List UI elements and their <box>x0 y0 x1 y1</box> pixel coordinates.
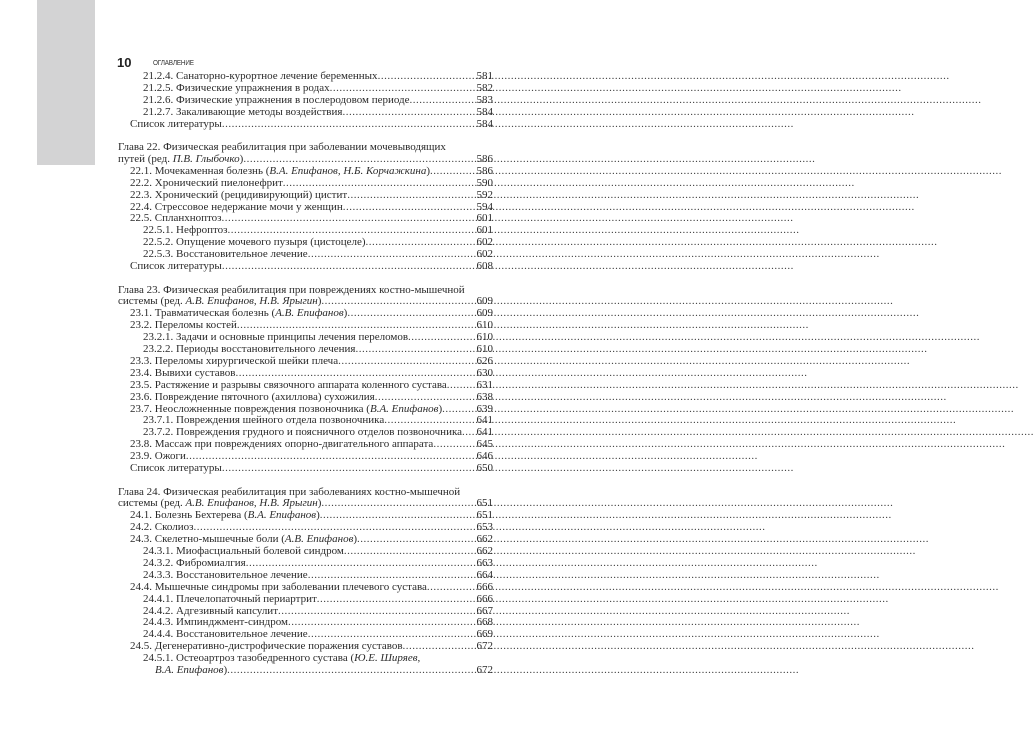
entry-title <box>155 665 227 677</box>
entry-text-part: 22.3. Хронический (рецидивирующий) цистит <box>130 188 348 201</box>
entry-text-part: 24.5.1. Остеоартроз тазобедренного сустава ( <box>143 652 355 665</box>
dot-leader <box>342 107 475 119</box>
entry-text-part: 23.7. Неосложненные повреждения позвоночника ( <box>130 402 370 415</box>
entry-page-number: 582 <box>476 81 493 94</box>
entry-page-number: 667 <box>476 604 493 617</box>
toc-entry[interactable] <box>118 463 493 475</box>
chapter-entry[interactable] <box>118 142 493 166</box>
entry-page-number: 645 <box>476 438 493 451</box>
entry-page-number: 584 <box>476 105 493 118</box>
toc-section <box>118 487 493 678</box>
toc-row <box>118 665 493 677</box>
entry-text-part: 24.1. Болезнь Бехтерева ( <box>130 509 248 522</box>
entry-text-part: системы (ред. <box>118 295 186 308</box>
entry-author: В.А. Епифанов, Н.Б. Корчажкина <box>269 164 427 177</box>
toc-row <box>118 463 493 475</box>
entry-text-part: 22.4. Стрессовое недержание мочи у женщин <box>130 200 343 213</box>
dot-leader <box>347 190 475 202</box>
entry-text-part: 23.9. Ожоги <box>130 450 186 463</box>
entry-text-part: 24.3.2. Фибромиалгия <box>143 556 246 569</box>
chapter-title-line: Глава 22. Физическая реабилитация при заболевании мочевыводящих <box>118 141 446 154</box>
entry-page-number: 581 <box>476 70 493 82</box>
entry-page-number: 641 <box>476 414 493 427</box>
entry-author: В.А. Епифанов <box>155 664 224 677</box>
entry-text-part: 23.2.1. Задачи и основные принципы лечения переломов <box>143 331 409 344</box>
entry-text-part: 23.3. Переломы хирургической шейки плеча <box>130 354 339 367</box>
entry-author: А.В. Епифанов, Н.В. Ярыгин <box>185 295 318 308</box>
chapter-entry[interactable] <box>118 285 493 309</box>
entry-text-part: 22.5.3. Восстановительное лечение <box>143 248 308 261</box>
page-edge-tab <box>37 0 95 165</box>
entry-author: П.В. Глыбочко <box>172 152 240 165</box>
entry-page-number: 666 <box>476 580 493 593</box>
chapter-title-line: Глава 24. Физическая реабилитация при заболеваниях костно-мышечной <box>118 485 461 498</box>
entry-text-part: Список литературы <box>130 117 222 130</box>
entry-text-part: 23.7.1. Повреждения шейного отдела позвоночника <box>143 414 385 427</box>
entry-text-part: 24.3. Скелетно-мышечные боли ( <box>130 533 285 546</box>
entry-author: А.В. Епифанов, Н.В. Ярыгин <box>185 497 318 510</box>
dot-leader <box>317 594 476 606</box>
entry-page-number: 602 <box>476 236 493 249</box>
entry-text-part: путей (ред. <box>118 152 173 165</box>
entry-author: В.А. Епифанов <box>247 509 317 522</box>
dot-leader <box>430 166 475 178</box>
entry-page-number: 666 <box>476 592 493 605</box>
running-title: ОГЛАВЛЕНИЕ <box>153 58 194 67</box>
entry-text-part: ) <box>239 152 244 165</box>
entry-text-part: 23.6. Повреждение пяточного (ахиллова) сухожилия <box>130 390 375 403</box>
entry-page-number: 586 <box>476 152 493 165</box>
entry-text-part: 22.1. Мочекаменная болезнь ( <box>130 164 270 177</box>
dot-leader <box>227 665 475 677</box>
dot-leader <box>222 119 476 131</box>
entry-page-number: 672 <box>476 640 493 653</box>
entry-author: Ю.Е. Ширяев, <box>354 652 421 665</box>
entry-text-part: 23.5. Растяжение и разрывы связочного аппарата коленного сустава <box>130 378 447 391</box>
entry-page-number: 631 <box>476 378 493 391</box>
entry-page-number: 650 <box>476 462 493 475</box>
entry-page-number: 602 <box>476 248 493 261</box>
entry-page-number: 662 <box>476 533 493 546</box>
entry-text-part: ) <box>223 664 228 677</box>
toc-entry[interactable] <box>118 119 493 131</box>
entry-author: А.В. Епифанов <box>275 307 344 320</box>
entry-page-number: 592 <box>476 188 493 201</box>
entry-text-part: ) <box>317 295 322 308</box>
entry-title <box>130 261 222 273</box>
entry-page-number: 610 <box>476 331 493 344</box>
entry-text-part: ) <box>343 307 348 320</box>
entry-text-part: 22.5. Спланхноптоз <box>130 212 222 225</box>
entry-text-part: 24.2. Сколиоз <box>130 521 194 534</box>
dot-leader <box>410 95 476 107</box>
entry-title <box>130 463 222 475</box>
entry-text-part: 23.1. Травматическая болезнь ( <box>130 307 276 320</box>
toc-row <box>118 119 493 131</box>
entry-text-part: 23.2. Переломы костей <box>130 319 237 332</box>
toc-section <box>118 142 493 273</box>
entry-text-part: Список литературы <box>130 462 222 475</box>
entry-text-part: 23.2.2. Периоды восстановительного лечения <box>143 343 356 356</box>
entry-text-part: ) <box>353 533 358 546</box>
entry-page-number: 594 <box>476 200 493 213</box>
entry-text-part: 21.2.6. Физические упражнения в послеродовом периоде <box>143 93 410 106</box>
entry-text-part: 24.4. Мышечные синдромы при заболевании плечевого сустава <box>130 580 427 593</box>
entry-author: В.А. Епифанов <box>369 402 439 415</box>
entry-text-part: 24.3.1. Миофасциальный болевой синдром <box>143 545 344 558</box>
entry-text-part: 23.8. Массаж при повреждениях опорно-двигательного аппарата <box>130 438 434 451</box>
table-of-contents <box>118 71 493 689</box>
entry-page-number: 653 <box>476 521 493 534</box>
page-number: 10 <box>117 55 132 70</box>
entry-page-number: 646 <box>476 450 493 463</box>
entry-text-part: 23.7.2. Повреждения грудного и поясничного отделов позвоночника <box>143 426 463 439</box>
chapter-title-line: Глава 23. Физическая реабилитация при повреждениях костно-мышечной <box>118 283 465 296</box>
entry-title <box>130 119 222 131</box>
entry-text-part: 22.2. Хронический пиелонефрит <box>130 176 283 189</box>
entry-page-number: 672 <box>476 664 493 677</box>
dot-leader <box>427 582 476 594</box>
dot-leader <box>222 261 476 273</box>
entry-page-number: 663 <box>476 556 493 569</box>
entry-page-number: 586 <box>476 164 493 177</box>
toc-row <box>118 261 493 273</box>
entry-page-number: 610 <box>476 343 493 356</box>
entry-text-part: 24.3.3. Восстановительное лечение <box>143 568 308 581</box>
toc-section <box>118 71 493 131</box>
entry-page-number: 626 <box>476 354 493 367</box>
entry-page-number: 651 <box>476 509 493 522</box>
entry-text-part: системы (ред. <box>118 497 186 510</box>
entry-page-number: 668 <box>476 616 493 629</box>
entry-page-number: 584 <box>476 117 493 130</box>
dot-leader <box>447 380 476 392</box>
toc-entry[interactable] <box>118 261 493 273</box>
entry-text-part: ) <box>438 402 443 415</box>
entry-page-number: 662 <box>476 545 493 558</box>
entry-text-part: 24.4.3. Импинджмент-синдром <box>143 616 288 629</box>
entry-page-number: 638 <box>476 390 493 403</box>
entry-page-number: 608 <box>476 260 493 273</box>
entry-author: А.В. Епифанов <box>284 533 354 546</box>
entry-text-part: 23.4. Вывихи суставов <box>130 366 236 379</box>
entry-text-part: ) <box>317 497 322 510</box>
entry-page-number: 609 <box>476 307 493 320</box>
entry-text-part: 24.4.2. Адгезивный капсулит <box>143 604 279 617</box>
entry-page-number: 601 <box>476 224 493 237</box>
toc-entry[interactable] <box>118 653 493 677</box>
entry-page-number: 651 <box>476 497 493 510</box>
entry-text-part: 24.5. Дегенеративно-дистрофические поражения суставов <box>130 640 403 653</box>
entry-text-part: 22.5.2. Опущение мочевого пузыря (цистоцеле) <box>143 236 366 249</box>
entry-page-number: 664 <box>476 568 493 581</box>
entry-text-part: ) <box>426 164 431 177</box>
entry-text-part: Список литературы <box>130 260 222 273</box>
entry-page-number: 669 <box>476 628 493 641</box>
toc-section <box>118 285 493 476</box>
entry-text-part: 24.4.4. Восстановительное лечение <box>143 628 308 641</box>
entry-text-part: 21.2.5. Физические упражнения в родах <box>143 81 330 94</box>
chapter-entry[interactable] <box>118 487 493 511</box>
entry-page-number: 641 <box>476 426 493 439</box>
entry-page-number: 583 <box>476 93 493 106</box>
entry-text-part: 24.4.1. Плечелопаточный периартрит <box>143 592 317 605</box>
entry-text-part: 21.2.4. Санаторно-курортное лечение беременных <box>143 70 378 82</box>
entry-text-part: 22.5.1. Нефроптоз <box>143 224 228 237</box>
entry-page-number: 609 <box>476 295 493 308</box>
entry-page-number: 601 <box>476 212 493 225</box>
entry-page-number: 630 <box>476 366 493 379</box>
dot-leader <box>222 463 476 475</box>
entry-text-part: ) <box>316 509 320 522</box>
entry-page-number: 610 <box>476 319 493 332</box>
entry-page-number: 639 <box>476 402 493 415</box>
entry-page-number: 590 <box>476 176 493 189</box>
entry-text-part: 21.2.7. Закаливающие методы воздействия <box>143 105 343 118</box>
